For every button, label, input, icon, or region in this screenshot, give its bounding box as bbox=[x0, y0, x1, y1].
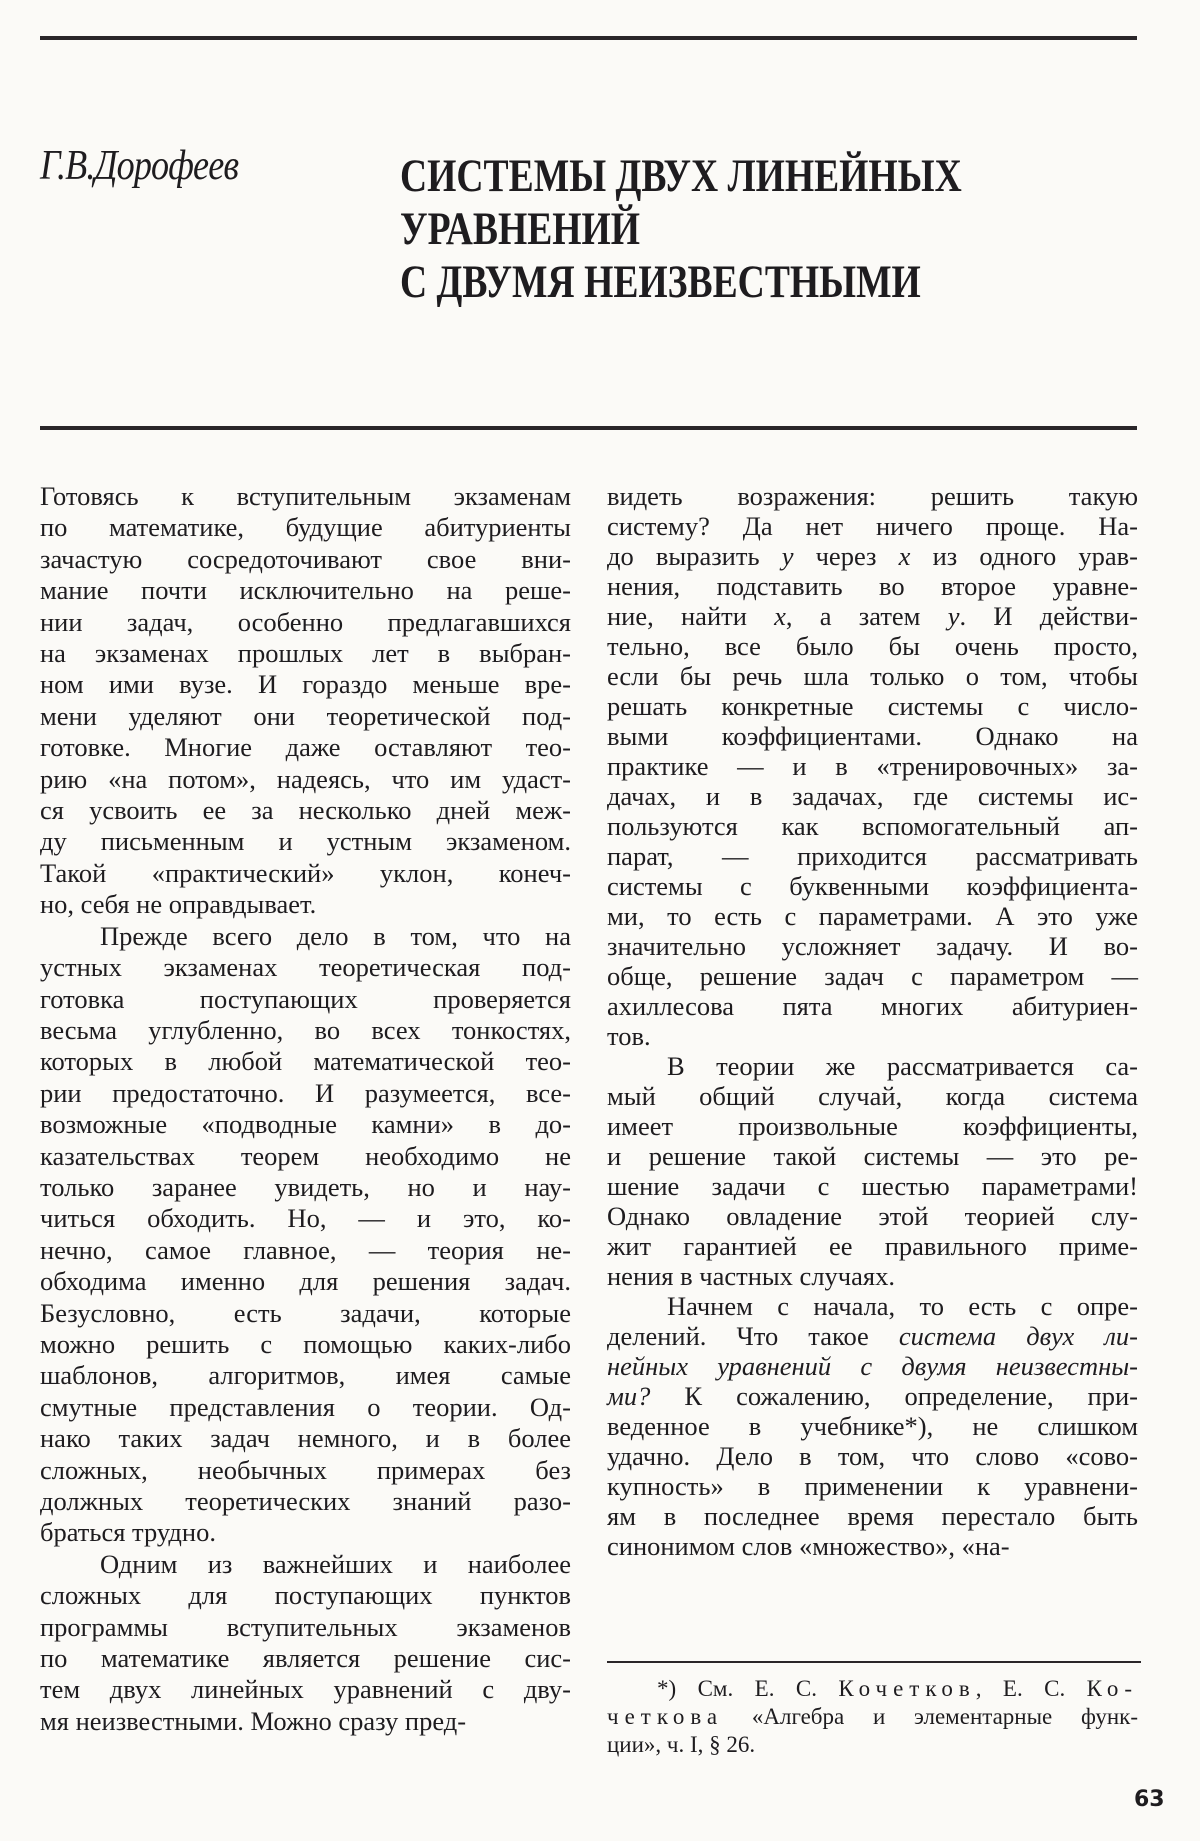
text-line: только заранее увидеть, но и нау- bbox=[40, 1171, 571, 1202]
text-line: практике — и в «тренировочных» за- bbox=[607, 751, 1138, 781]
text-line: обще, решение задач с параметром — bbox=[607, 961, 1138, 991]
text-line: жит гарантией ее правильного приме- bbox=[607, 1231, 1138, 1261]
text-line: делений. Что такое система двух ли- bbox=[607, 1321, 1138, 1351]
text-line: *) См. Е. С. Кочетков, Е. С. Ко- bbox=[657, 1676, 1139, 1701]
text-line: нения в частных случаях. bbox=[607, 1261, 895, 1291]
text-line: тельно, все было бы очень просто, bbox=[607, 631, 1138, 661]
text-line: систему? Да нет ничего проще. На- bbox=[607, 511, 1138, 541]
text-line: парат, — приходится рассматривать bbox=[607, 841, 1138, 871]
title-line: СИСТЕМЫ ДВУХ ЛИНЕЙНЫХ bbox=[400, 150, 962, 202]
title-bottom-rule bbox=[40, 426, 1137, 430]
text-line: четкова «Алгебра и элементарные функ- bbox=[607, 1704, 1138, 1729]
text-line: браться трудно. bbox=[40, 1517, 216, 1548]
text-line: можно решить с помощью каких-либо bbox=[40, 1328, 571, 1359]
page-number: 63 bbox=[1134, 1787, 1165, 1812]
text-line: Безусловно, есть задачи, которые bbox=[40, 1297, 571, 1328]
text-line: весьма углубленно, во всех тонкостях, bbox=[40, 1014, 571, 1045]
text-line: зачастую сосредоточивают свое вни- bbox=[40, 543, 571, 574]
text-line: устных экзаменах теоретическая под- bbox=[40, 952, 571, 983]
right-column bbox=[607, 481, 1138, 1561]
text-line: готовка поступающих проверяется bbox=[40, 983, 571, 1014]
text-line: рии предостаточно. И разумеется, все- bbox=[40, 1077, 571, 1108]
text-line: Такой «практический» уклон, конеч- bbox=[40, 857, 571, 888]
text-line: значительно усложняет задачу. И во- bbox=[607, 931, 1138, 961]
text-line: тем двух линейных уравнений с дву- bbox=[40, 1674, 571, 1705]
text-line: нако таких задач немного, и в более bbox=[40, 1423, 571, 1454]
text-line: Прежде всего дело в том, что на bbox=[100, 920, 571, 951]
text-line: казательствах теорем необходимо не bbox=[40, 1140, 571, 1171]
text-line: читься обходить. Но, — и это, ко- bbox=[40, 1203, 571, 1234]
text-line: синонимом слов «множество», «на- bbox=[607, 1531, 1010, 1561]
text-line: выми коэффициентами. Однако на bbox=[607, 721, 1138, 751]
text-line: пользуются как вспомогательный ап- bbox=[607, 811, 1138, 841]
text-line: до выразить y через x из одного урав- bbox=[607, 541, 1138, 571]
text-line: которых в любой математической тео- bbox=[40, 1046, 571, 1077]
text-line: сложных для поступающих пунктов bbox=[40, 1580, 571, 1611]
text-line: ние, найти x, а затем y. И действи- bbox=[607, 601, 1138, 631]
text-line: дачах, и в задачах, где системы ис- bbox=[607, 781, 1138, 811]
text-line: нейных уравнений с двумя неизвестны- bbox=[607, 1351, 1138, 1381]
text-line: на экзаменах прошлых лет в выбран- bbox=[40, 638, 571, 669]
text-line: если бы речь шла только о том, чтобы bbox=[607, 661, 1138, 691]
text-line: мый общий случай, когда система bbox=[607, 1081, 1138, 1111]
text-line: по математике является решение сис- bbox=[40, 1643, 571, 1674]
text-line: но, себя не оправдывает. bbox=[40, 889, 317, 920]
text-line: по математике, будущие абитуриенты bbox=[40, 512, 571, 543]
text-line: мание почти исключительно на реше- bbox=[40, 575, 571, 606]
text-line: нения, подставить во второе уравне- bbox=[607, 571, 1138, 601]
title-line: С ДВУМЯ НЕИЗВЕСТНЫМИ bbox=[400, 256, 921, 308]
article-title bbox=[400, 150, 962, 309]
text-line: ми, то есть с параметрами. А это уже bbox=[607, 901, 1138, 931]
text-line: ям в последнее время перестало быть bbox=[607, 1501, 1138, 1531]
text-line: видеть возражения: решить такую bbox=[607, 481, 1138, 511]
text-line: возможные «подводные камни» в до- bbox=[40, 1109, 571, 1140]
text-line: нии задач, особенно предлагавшихся bbox=[40, 606, 571, 637]
text-line: готовке. Многие даже оставляют тео- bbox=[40, 732, 571, 763]
text-line: удачно. Дело в том, что слово «сово- bbox=[607, 1441, 1138, 1471]
text-line: мени уделяют они теоретической под- bbox=[40, 700, 571, 731]
left-column bbox=[40, 481, 571, 1737]
text-line: Готовясь к вступительным экзаменам bbox=[40, 481, 571, 511]
footnote bbox=[607, 1675, 1138, 1759]
footnote-rule bbox=[607, 1661, 1141, 1663]
text-line: ном ими вузе. И гораздо меньше вре- bbox=[40, 669, 571, 700]
text-line: ду письменным и устным экзаменом. bbox=[40, 826, 571, 857]
text-line: нечно, самое главное, — теория не- bbox=[40, 1234, 571, 1265]
text-line: ся усвоить ее за несколько дней меж- bbox=[40, 795, 571, 826]
text-line: решать конкретные системы с число- bbox=[607, 691, 1138, 721]
text-line: шаблонов, алгоритмов, имея самые bbox=[40, 1360, 571, 1391]
text-line: смутные представления о теории. Од- bbox=[40, 1391, 571, 1422]
author-name: Г.В.Дорофеев bbox=[40, 143, 239, 189]
text-line: рию «на потом», надеясь, что им удаст- bbox=[40, 763, 571, 794]
text-line: системы с буквенными коэффициента- bbox=[607, 871, 1138, 901]
text-line: имеет произвольные коэффициенты, bbox=[607, 1111, 1138, 1141]
top-rule bbox=[40, 36, 1137, 40]
text-line: ции», ч. I, § 26. bbox=[607, 1732, 756, 1757]
text-line: ахиллесова пята многих абитуриен- bbox=[607, 991, 1138, 1021]
text-line: Однако овладение этой теорией слу- bbox=[607, 1201, 1138, 1231]
text-line: тов. bbox=[607, 1021, 651, 1051]
text-line: обходима именно для решения задач. bbox=[40, 1266, 571, 1297]
text-line: Одним из важнейших и наиболее bbox=[100, 1548, 571, 1579]
text-line: шение задачи с шестью параметрами! bbox=[607, 1171, 1138, 1201]
text-line: В теории же рассматривается са- bbox=[667, 1051, 1138, 1081]
text-line: ми? К сожалению, определение, при- bbox=[607, 1381, 1138, 1411]
text-line: и решение такой системы — это ре- bbox=[607, 1141, 1138, 1171]
text-line: сложных, необычных примерах без bbox=[40, 1454, 571, 1485]
text-line: Начнем с начала, то есть с опре- bbox=[667, 1291, 1138, 1321]
text-line: веденное в учебнике*), не слишком bbox=[607, 1411, 1138, 1441]
title-line: УРАВНЕНИЙ bbox=[400, 203, 641, 255]
text-line: мя неизвестными. Можно сразу пред- bbox=[40, 1705, 467, 1736]
text-line: купность» в применении к уравнени- bbox=[607, 1471, 1138, 1501]
text-line: программы вступительных экзаменов bbox=[40, 1611, 571, 1642]
text-line: должных теоретических знаний разо- bbox=[40, 1486, 571, 1516]
